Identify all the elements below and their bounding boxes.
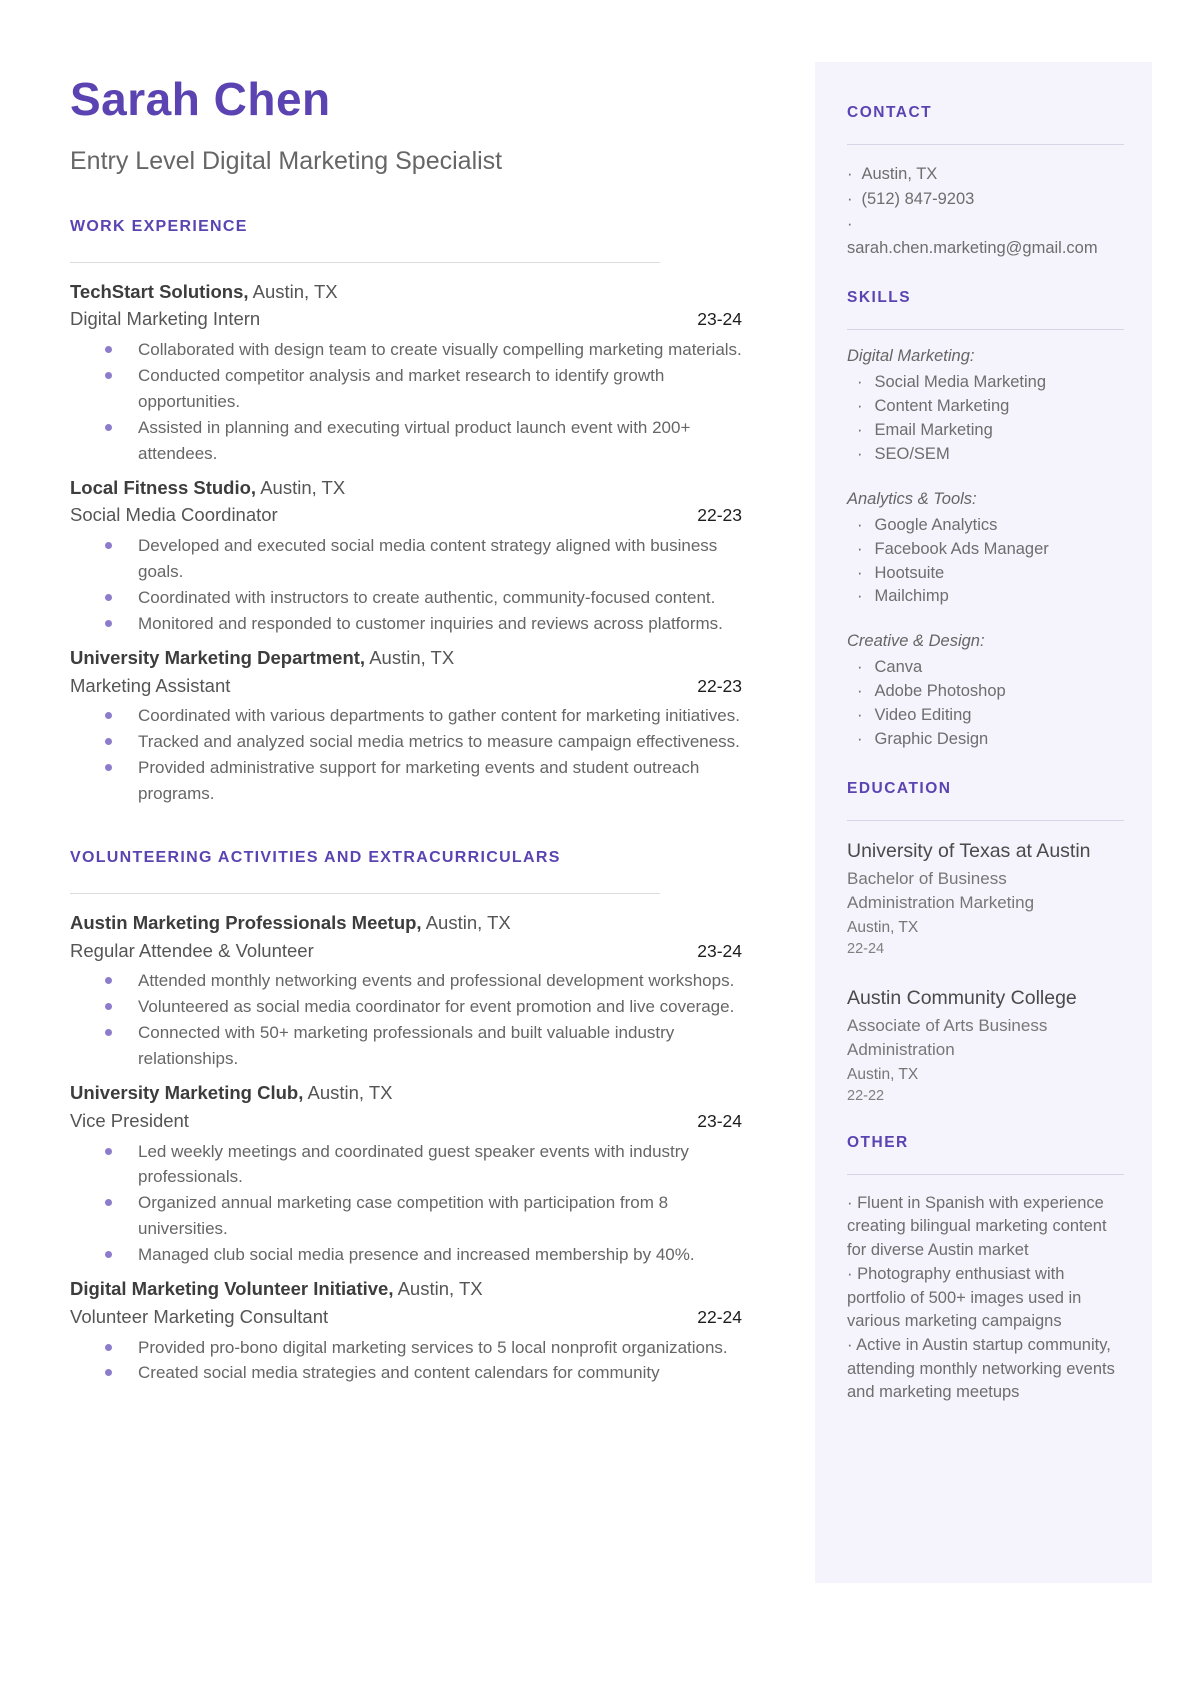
volunteer-role: Regular Attendee & Volunteer <box>70 939 314 961</box>
skill-list <box>847 514 1124 610</box>
other-heading: OTHER <box>847 1133 909 1151</box>
job-dates: 22-23 <box>697 675 742 696</box>
skill-item: · Mailchimp <box>847 585 1124 609</box>
role-line <box>70 1304 742 1330</box>
contact-list <box>847 162 1124 212</box>
section-work-experience <box>70 218 742 807</box>
company-name: Local Fitness Studio, <box>70 476 257 498</box>
volunteer-role: Volunteer Marketing Consultant <box>70 1305 329 1327</box>
bullet-item: Assisted in planning and executing virtual product launch event with 200+ attendees. <box>105 415 742 467</box>
bullet-item: Volunteered as social media coordinator for event promotion and live coverage. <box>105 994 742 1020</box>
company-line <box>70 910 742 936</box>
sidebar <box>815 62 1152 1583</box>
volunteering-entry <box>70 1080 742 1268</box>
company-location: Austin, TX <box>260 476 346 498</box>
skills-heading: SKILLS <box>847 289 912 306</box>
sidebar-divider <box>847 820 1124 821</box>
sidebar-divider <box>847 144 1124 145</box>
skill-item: · Content Marketing <box>847 395 1124 419</box>
bullet-list <box>70 703 742 806</box>
volunteer-dates: 23-24 <box>697 1110 742 1131</box>
bullet-item: Provided pro-bono digital marketing services to 5 local nonprofit organizations. <box>105 1335 742 1361</box>
contact-item: · Austin, TX <box>847 162 1124 187</box>
job-role: Digital Marketing Intern <box>70 308 261 330</box>
bullet-item: Attended monthly networking events and professional development workshops. <box>105 968 742 994</box>
skill-item: · Canva <box>847 656 1124 680</box>
bullet-item: Organized annual marketing case competition with participation from 8 universities. <box>105 1190 742 1242</box>
other-list <box>847 1192 1124 1405</box>
other-item: · Fluent in Spanish with experience creating bilingual marketing content for diverse Austin market <box>847 1192 1124 1262</box>
bullet-item: Developed and executed social media content strategy aligned with business goals. <box>105 533 742 585</box>
sidebar-section-other <box>847 1134 1124 1405</box>
company-location: Austin, TX <box>369 646 455 668</box>
skill-list <box>847 371 1124 467</box>
skill-group-creative-design <box>847 632 1124 752</box>
company-name: University Marketing Department, <box>70 646 366 668</box>
work-entry <box>70 279 742 467</box>
work-experience-heading: WORK EXPERIENCE <box>70 217 248 235</box>
company-line <box>70 279 742 305</box>
contact-email[interactable] <box>847 212 1124 262</box>
school-degree: Associate of Arts Business Administration <box>847 1016 1048 1060</box>
company-line <box>70 645 742 671</box>
bullet-list <box>70 337 742 466</box>
skill-item: · Video Editing <box>847 704 1124 728</box>
bullet-item: Managed club social media presence and increased membership by 40%. <box>105 1242 742 1268</box>
section-volunteering <box>70 849 742 1386</box>
role-line <box>70 1108 742 1134</box>
role-line <box>70 502 742 528</box>
school-name: University of Texas at Austin <box>847 840 1091 863</box>
skill-list <box>847 656 1124 752</box>
bullet-item: Monitored and responded to customer inquiries and reviews across platforms. <box>105 611 742 637</box>
company-line <box>70 475 742 501</box>
education-school <box>847 838 1124 959</box>
school-degree: Bachelor of Business Administration Marketing <box>847 869 1035 913</box>
skill-item: · Adobe Photoshop <box>847 680 1124 704</box>
work-entry <box>70 475 742 637</box>
skill-item: · Email Marketing <box>847 419 1124 443</box>
bullet-list <box>70 968 742 1071</box>
bullet-item: Coordinated with instructors to create authentic, community-focused content. <box>105 585 742 611</box>
job-dates: 23-24 <box>697 309 742 330</box>
school-location: Austin, TX <box>847 918 919 936</box>
skill-item: · Social Media Marketing <box>847 371 1124 395</box>
sidebar-section-education <box>847 780 1124 1106</box>
skill-group-label: Digital Marketing: <box>847 347 975 365</box>
education-school <box>847 985 1124 1106</box>
bullet-item: Provided administrative support for marketing events and student outreach programs. <box>105 755 742 807</box>
contact-heading: CONTACT <box>847 104 933 121</box>
bullet-list <box>70 533 742 636</box>
main-column <box>70 62 742 1394</box>
sidebar-section-contact <box>847 104 1124 261</box>
skill-item: · SEO/SEM <box>847 443 1124 467</box>
bullet-item: Led weekly meetings and coordinated guest speaker events with industry professionals. <box>105 1139 742 1191</box>
company-location: Austin, TX <box>252 280 338 302</box>
skill-item: · Google Analytics <box>847 514 1124 538</box>
bullet-item: Connected with 50+ marketing professionals and built valuable industry relationships. <box>105 1020 742 1072</box>
job-role: Marketing Assistant <box>70 674 231 696</box>
skill-item: · Graphic Design <box>847 728 1124 752</box>
volunteer-dates: 22-24 <box>697 1306 742 1327</box>
organization-name: Austin Marketing Professionals Meetup, <box>70 911 422 933</box>
bullet-item: Coordinated with various departments to gather content for marketing initiatives. <box>105 703 742 729</box>
volunteer-dates: 23-24 <box>697 940 742 961</box>
other-item: · Active in Austin startup community, attending monthly networking events and marketing meetups <box>847 1334 1124 1404</box>
bullet-item: Conducted competitor analysis and market research to identify growth opportunities. <box>105 363 742 415</box>
bullet-item: Tracked and analyzed social media metrics to measure campaign effectiveness. <box>105 729 742 755</box>
role-line <box>70 306 742 332</box>
bullet-list <box>70 1139 742 1268</box>
sidebar-divider <box>847 329 1124 330</box>
section-divider <box>70 893 660 894</box>
company-line <box>70 1276 742 1302</box>
contact-item: · (512) 847-9203 <box>847 187 1124 212</box>
company-name: TechStart Solutions, <box>70 280 249 302</box>
bullet-item: Created social media strategies and content calendars for community <box>105 1360 742 1386</box>
school-dates: 22-22 <box>847 1087 885 1104</box>
email-text[interactable]: · sarah.chen.marketing@gmail.com <box>847 239 1098 258</box>
section-divider <box>70 262 660 263</box>
sidebar-divider <box>847 1174 1124 1175</box>
volunteering-entry <box>70 910 742 1072</box>
volunteering-heading: VOLUNTEERING ACTIVITIES AND EXTRACURRICULARS <box>70 848 561 866</box>
skill-group-label: Analytics & Tools: <box>847 489 977 508</box>
other-item: · Photography enthusiast with portfolio of 500+ images used in various marketing campaigns <box>847 1263 1124 1333</box>
candidate-title: Entry Level Digital Marketing Specialist <box>70 146 503 175</box>
skill-item: · Hootsuite <box>847 562 1124 586</box>
school-name: Austin Community College <box>847 986 1077 1009</box>
organization-location: Austin, TX <box>307 1081 393 1103</box>
skill-group-label: Creative & Design: <box>847 632 985 651</box>
organization-location: Austin, TX <box>397 1277 483 1299</box>
sidebar-section-skills <box>847 289 1124 752</box>
school-dates: 22-24 <box>847 940 885 957</box>
company-line <box>70 1080 742 1106</box>
candidate-name: Sarah Chen <box>70 73 331 125</box>
skill-group-digital-marketing <box>847 347 1124 467</box>
job-role: Social Media Coordinator <box>70 504 278 526</box>
bullet-list <box>70 1335 742 1387</box>
volunteering-entry <box>70 1276 742 1386</box>
volunteer-role: Vice President <box>70 1109 189 1131</box>
organization-name: Digital Marketing Volunteer Initiative, <box>70 1277 394 1299</box>
bullet-item: Collaborated with design team to create visually compelling marketing materials. <box>105 337 742 363</box>
skill-group-analytics-tools <box>847 490 1124 610</box>
education-heading: EDUCATION <box>847 780 952 798</box>
school-location: Austin, TX <box>847 1065 919 1083</box>
job-dates: 22-23 <box>697 505 742 526</box>
role-line <box>70 938 742 964</box>
organization-name: University Marketing Club, <box>70 1081 304 1103</box>
skill-item: · Facebook Ads Manager <box>847 538 1124 562</box>
work-entry <box>70 645 742 807</box>
role-line <box>70 673 742 699</box>
organization-location: Austin, TX <box>425 911 511 933</box>
